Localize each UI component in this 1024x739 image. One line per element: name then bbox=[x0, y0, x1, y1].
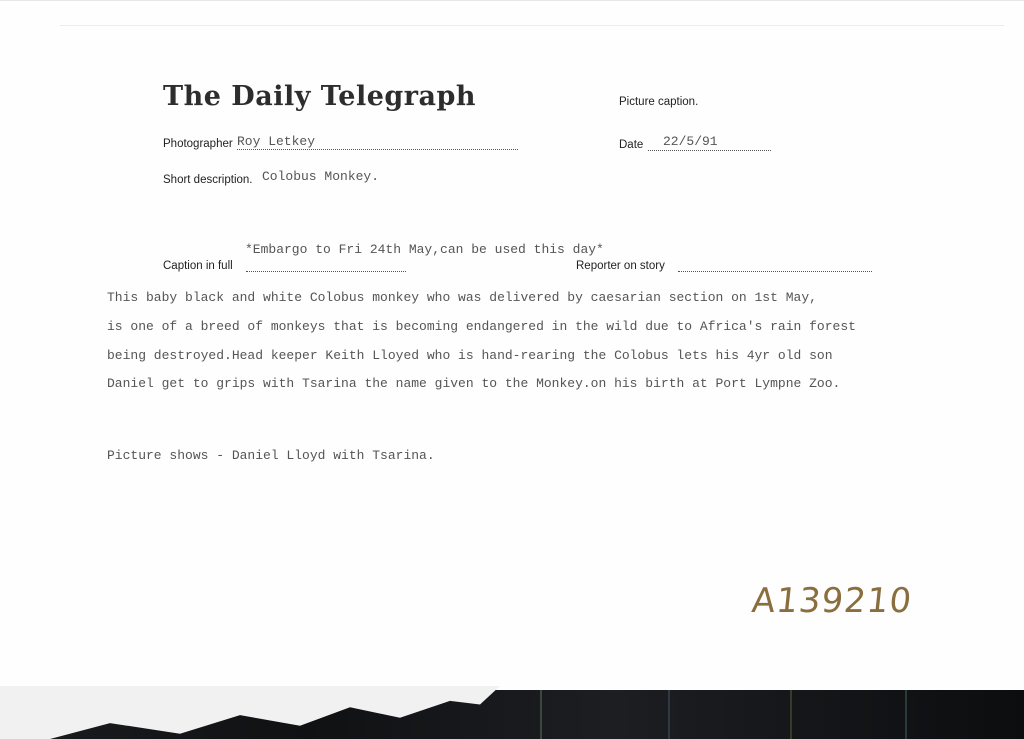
date-label: Date bbox=[619, 139, 644, 151]
date-value: 22/5/91 bbox=[663, 134, 718, 149]
photographer-value: Roy Letkey bbox=[237, 134, 316, 149]
caption-dotted-line bbox=[246, 271, 406, 272]
sheet-edge-line bbox=[60, 25, 1004, 26]
date-dotted-line bbox=[648, 150, 771, 151]
caption-line: Daniel get to grips with Tsarina the name given to the Monkey.on his birth at Port Lympne Zoo. bbox=[107, 376, 841, 391]
caption-line: This baby black and white Colobus monkey who was delivered by caesarian section on 1st May, bbox=[107, 290, 817, 305]
short-description-label: Short description. bbox=[163, 174, 253, 186]
archive-number: A139210 bbox=[749, 581, 915, 621]
picture-caption-label: Picture caption. bbox=[619, 96, 699, 108]
caption-in-full-label: Caption in full bbox=[163, 260, 233, 272]
newspaper-masthead: The Daily Telegraph bbox=[163, 81, 477, 112]
reporter-dotted-line bbox=[678, 271, 872, 272]
picture-shows-line: Picture shows - Daniel Lloyd with Tsarina. bbox=[107, 448, 435, 463]
photographer-label: Photographer bbox=[163, 138, 233, 150]
caption-line: being destroyed.Head keeper Keith Lloyed who is hand-rearing the Colobus lets his 4yr old son bbox=[107, 348, 833, 363]
embargo-note: *Embargo to Fri 24th May,can be used this day* bbox=[245, 242, 604, 257]
short-description-value: Colobus Monkey. bbox=[262, 169, 380, 184]
caption-line: is one of a breed of monkeys that is becoming endangered in the wild due to Africa's rain forest bbox=[107, 319, 856, 334]
photographer-dotted-line bbox=[237, 149, 518, 150]
reporter-label: Reporter on story bbox=[576, 260, 665, 272]
